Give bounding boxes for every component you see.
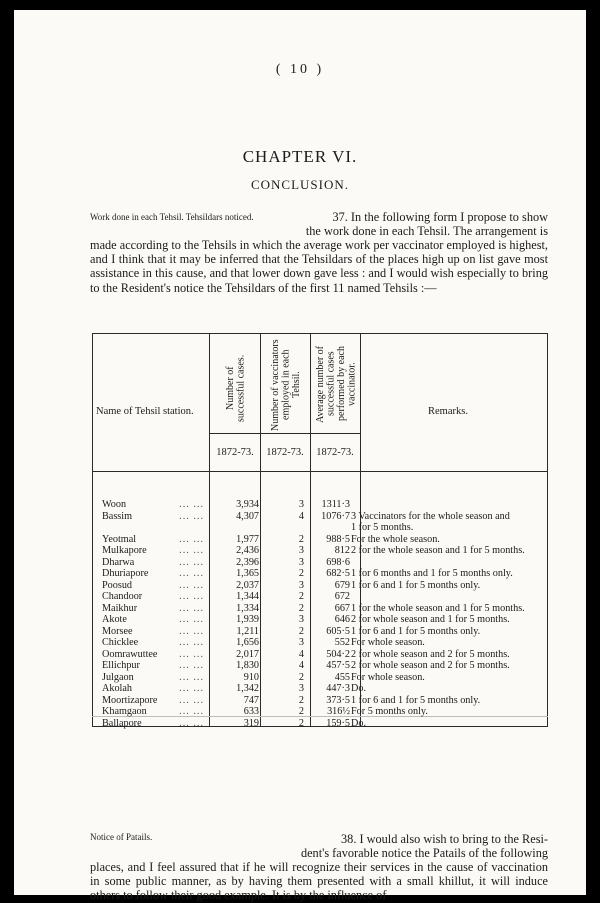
average-value: 504·2 (326, 648, 350, 660)
remarks-value: 1 for 6 and 1 for 5 months only. (351, 579, 481, 591)
average-value: 447·3 (326, 683, 350, 694)
tehsil-name: Chicklee (102, 637, 139, 648)
average-value: 455 (334, 671, 350, 683)
successful-cases-value: 1,830 (236, 660, 259, 671)
leader-dots: ... ... (179, 671, 204, 683)
table-row (92, 557, 548, 569)
leader-dots: ... ... (179, 602, 204, 614)
average-value: 679 (334, 579, 350, 591)
table-row (92, 603, 548, 615)
successful-cases-value: 319 (243, 717, 259, 729)
leader-dots: ... ... (179, 556, 204, 568)
page-number: ( 10 ) (275, 62, 325, 77)
leader-dots: ... ... (179, 717, 204, 729)
table-row (92, 637, 548, 649)
header-successful-cases: Number of successful cases. (225, 354, 247, 422)
average-value: 646 (334, 614, 350, 625)
table-row (92, 718, 548, 730)
remarks-value: 1 for 6 months and 1 for 5 months only. (351, 568, 513, 579)
header-average: Average number of successful cases performed by each vaccinator. (315, 345, 358, 423)
average-value: 698·6 (326, 556, 350, 568)
paragraph-38-line1: 38. I would also wish to bring to the Resi- (341, 832, 548, 846)
average-value: 988·5 (326, 533, 350, 545)
successful-cases-value: 910 (243, 671, 259, 683)
table-row (92, 649, 548, 661)
table-row (92, 683, 548, 695)
successful-cases-value: 2,436 (236, 545, 259, 556)
average-value: 552 (334, 637, 350, 648)
remarks-value: For whole season. (351, 671, 425, 683)
successful-cases-value: 3,934 (236, 499, 259, 510)
year-label: 1872-73. (266, 447, 304, 458)
table-top-rule (92, 333, 548, 334)
paragraph-37-line1: 37. In the following form I propose to show (332, 210, 548, 224)
section-title: CONCLUSION. (250, 177, 350, 192)
table-row (92, 511, 548, 523)
leader-dots: ... ... (179, 637, 204, 648)
successful-cases-value: 1,344 (236, 591, 259, 602)
vaccinators-value: 2 (298, 602, 304, 614)
paragraph-38-body: places, and I feel assured that if he will recognize their services in the cause of vaccination in some public manner, as by having them presented with a small khillut, it will induce others to follow their good example. It is by the influence of (90, 860, 548, 903)
successful-cases-value: 1,365 (236, 568, 259, 579)
remarks-value: Do. (351, 717, 366, 729)
leader-dots: ... ... (179, 545, 204, 556)
successful-cases-value: 1,939 (236, 614, 259, 625)
vaccinators-value: 3 (298, 637, 304, 648)
average-value: 159·5 (326, 717, 350, 729)
vaccinators-value: 2 (298, 533, 304, 545)
tehsil-name: Maikhur (102, 602, 138, 614)
average-value: 672 (334, 591, 350, 602)
tehsil-table (92, 333, 548, 727)
remarks-value: 1 for 5 months. (351, 522, 414, 533)
tehsil-name: Yeotmal (102, 533, 137, 545)
tehsil-name: Bassim (102, 510, 133, 522)
document-page (14, 10, 586, 903)
header-tehsil-station: Name of Tehsil station. (96, 406, 194, 417)
table-row (92, 672, 548, 684)
leader-dots: ... ... (179, 499, 204, 510)
vaccinators-value: 3 (298, 499, 304, 510)
remarks-value: 2 for whole season and 1 for 5 months. (351, 614, 510, 625)
remarks-value: 2 for whole season and 2 for 5 months. (351, 660, 510, 671)
average-value: 1076·7 (321, 510, 350, 522)
header-bottom-rule (92, 471, 548, 472)
remarks-value: Do. (351, 683, 366, 694)
tehsil-name: Julgaon (102, 671, 134, 683)
vaccinators-value: 3 (298, 579, 304, 591)
tehsil-name: Dhuriapore (102, 568, 149, 579)
tehsil-name: Mulkapore (102, 545, 147, 556)
tehsil-name: Moortizapore (102, 694, 158, 706)
year-label: 1872-73. (316, 447, 354, 458)
successful-cases-value: 2,037 (236, 579, 259, 591)
leader-dots: ... ... (179, 625, 204, 637)
successful-cases-value: 2,017 (236, 648, 259, 660)
tehsil-name: Oomrawuttee (102, 648, 158, 660)
average-value: 373·5 (326, 694, 350, 706)
remarks-value: 2 for whole season and 2 for 5 months. (351, 648, 510, 660)
paragraph-37-body: made according to the Tehsils in which the average work per vaccinator employed is highest, and I think that it may be inferred that the Tehsildars of the places high up on list gave most assistance in this cause, and that lower down gave less : and I would wish especially to bring to the Resident's notice the Tehsildars of the first 11 named Tehsils :— (90, 238, 548, 295)
remarks-value: 1 for the whole season and 1 for 5 months. (351, 602, 525, 614)
tehsil-name: Chandoor (102, 591, 143, 602)
vaccinators-value: 2 (298, 706, 304, 717)
leader-dots: ... ... (179, 579, 204, 591)
tehsil-name: Ballapore (102, 717, 142, 729)
leader-dots: ... ... (179, 568, 204, 579)
vaccinators-value: 4 (298, 510, 304, 522)
table-row (92, 545, 548, 557)
margin-note-patails: Notice of Patails. (90, 832, 153, 842)
table-row (92, 706, 548, 718)
remarks-value: 1 for 6 and 1 for 5 months only. (351, 694, 481, 706)
leader-dots: ... ... (179, 683, 204, 694)
table-row (92, 522, 548, 534)
vaccinators-value: 4 (298, 660, 304, 671)
successful-cases-value: 4,307 (236, 510, 259, 522)
vaccinators-value: 3 (298, 556, 304, 568)
leader-dots: ... ... (179, 660, 204, 671)
table-row (92, 591, 548, 603)
average-value: 667 (334, 602, 350, 614)
vaccinators-value: 2 (298, 717, 304, 729)
table-row (92, 568, 548, 580)
remarks-value: For the whole season. (351, 533, 440, 545)
vaccinators-value: 2 (298, 591, 304, 602)
leader-dots: ... ... (179, 648, 204, 660)
vaccinators-value: 2 (298, 568, 304, 579)
vaccinators-value: 2 (298, 671, 304, 683)
chapter-heading: CHAPTER VI. (242, 147, 358, 166)
vaccinators-value: 3 (298, 614, 304, 625)
table-row (92, 580, 548, 592)
successful-cases-value: 633 (243, 706, 259, 717)
table-row (92, 534, 548, 546)
average-value: 682·5 (326, 568, 350, 579)
vaccinators-value: 3 (298, 545, 304, 556)
vaccinators-value: 3 (298, 683, 304, 694)
average-value: 1311·3 (321, 499, 350, 510)
average-value: 457·5 (326, 660, 350, 671)
average-value: 605·5 (326, 625, 350, 637)
successful-cases-value: 1,334 (236, 602, 259, 614)
average-value: 812 (334, 545, 350, 556)
average-value: 316½ (327, 706, 350, 717)
paragraph-37-line2: the work done in each Tehsil. The arrangement is (305, 224, 548, 238)
leader-dots: ... ... (179, 706, 204, 717)
header-rule (209, 433, 360, 434)
table-row (92, 614, 548, 626)
header-vaccinators: Number of vaccinators employed in each Tehsil. (270, 339, 302, 431)
successful-cases-value: 1,211 (236, 625, 259, 637)
tehsil-name: Khamgaon (102, 706, 147, 717)
successful-cases-value: 1,656 (236, 637, 259, 648)
tehsil-name: Ellichpur (102, 660, 140, 671)
tehsil-name: Morsee (102, 625, 133, 637)
vaccinators-value: 4 (298, 648, 304, 660)
leader-dots: ... ... (179, 591, 204, 602)
successful-cases-value: 1,977 (236, 533, 259, 545)
paragraph-38-line2: dent's favorable notice the Patails of the following (300, 846, 548, 860)
remarks-value: 1 for 6 and 1 for 5 months only. (351, 625, 481, 637)
vaccinators-value: 2 (298, 625, 304, 637)
table-row (92, 695, 548, 707)
tehsil-name: Akote (102, 614, 127, 625)
tehsil-name: Woon (102, 499, 127, 510)
remarks-value: 3 Vaccinators for the whole season and (351, 510, 510, 522)
remarks-value: For whole season. (351, 637, 425, 648)
remarks-value: 2 for the whole season and 1 for 5 months. (351, 545, 525, 556)
vaccinators-value: 2 (298, 694, 304, 706)
table-row (92, 626, 548, 638)
header-remarks: Remarks. (428, 406, 468, 417)
leader-dots: ... ... (179, 510, 204, 522)
year-label: 1872-73. (216, 447, 254, 458)
successful-cases-value: 747 (243, 694, 259, 706)
leader-dots: ... ... (179, 614, 204, 625)
table-row (92, 499, 548, 511)
table-row (92, 660, 548, 672)
tehsil-name: Dharwa (102, 556, 135, 568)
leader-dots: ... ... (179, 694, 204, 706)
margin-note-work-done: Work done in each Tehsil. Tehsildars noticed. (90, 212, 254, 222)
tehsil-name: Akolah (102, 683, 132, 694)
leader-dots: ... ... (179, 533, 204, 545)
successful-cases-value: 1,342 (236, 683, 259, 694)
successful-cases-value: 2,396 (236, 556, 259, 568)
tehsil-name: Poosud (102, 579, 133, 591)
remarks-value: For 5 months only. (351, 706, 428, 717)
